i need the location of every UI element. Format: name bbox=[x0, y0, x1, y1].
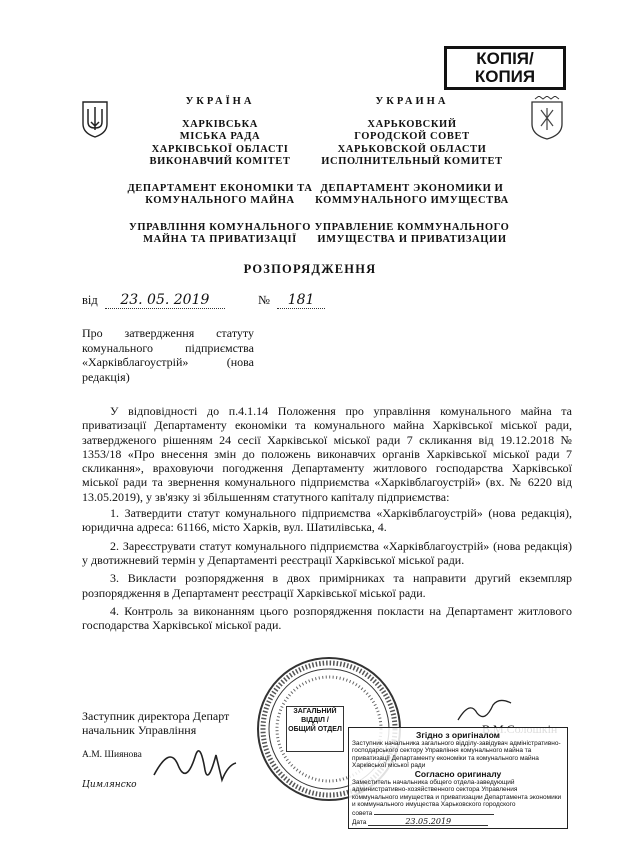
header-ukrainian: УКРАЇНА ХАРКІВСЬКА МІСЬКА РАДА ХАРКІВСЬКОЇ ОБЛАСТІ ВИКОНАВЧИЙ КОМІТЕТ ДЕПАРТАМЕНТ ЕКОНОМІКИ ТА КОМУНАЛЬНОГО МАЙНА УПРАВЛІННЯ КОМУНАЛЬНОГО МАЙНА ТА ПРИВАТИЗАЦІЇ bbox=[127, 96, 313, 245]
executor-name: А.М. Шиянова bbox=[82, 750, 142, 760]
copy-stamp: КОПІЯ/ КОПИЯ bbox=[444, 46, 566, 90]
handwritten-signature-2 bbox=[455, 695, 515, 725]
order-item-3: 3. Викласти розпорядження в двох примірниках та направити другий екземпляр розпорядження в Департамент реєстрації Харківської міської ради. bbox=[82, 571, 572, 600]
order-item-1: 1. Затвердити статут комунального підприємства «Харківблагоустрій» (нова редакція), юридична адреса: 61166, місто Харків, вул. Шатилівська, 4. bbox=[82, 506, 572, 535]
order-item-4: 4. Контроль за виконанням цього розпорядження покласти на Департамент житлового господарства Харківської міської ради. bbox=[82, 603, 572, 633]
date-label: від bbox=[82, 293, 98, 307]
certified-copy-notice: Згідно з оригіналом Заступник начальника загального відділу-завідувач адміністративно-господарського сектору Управління комунального майна та приватизації Департаменту економіки та комунального майна Харківської міської ради Согласно оригиналу Заместитель начальника общего отдела-заведующий административно-хозяйственного сектора Управления коммунального имущества и приватизации Департамента экономики и коммунального имущества Харьковского городского совета Дата 23.05.2019 bbox=[348, 727, 568, 829]
general-department-stamp: ЗАГАЛЬНИЙ ВІДДІЛ / ОБЩИЙ ОТДЕЛ bbox=[286, 706, 344, 752]
handwritten-signature bbox=[150, 735, 240, 795]
header-russian: УКРАИНА ХАРЬКОВСКИЙ ГОРОДСКОЙ СОВЕТ ХАРЬКОВСКОЙ ОБЛАСТИ ИСПОЛНИТЕЛЬНЫЙ КОМИТЕТ ДЕПАРТАМЕНТ ЭКОНОМИКИ И КОММУНАЛЬНОГО ИМУЩЕСТВА УПРАВЛЕНИЕ КОММУНАЛЬНОГО ИМУЩЕСТВА И ПРИВАТИЗАЦИИ bbox=[314, 96, 510, 245]
date-number-line bbox=[82, 292, 325, 309]
document-body bbox=[82, 404, 572, 632]
order-item-2: 2. Зареєструвати статут комунального підприємства «Харківблагоустрій» (нова редакція) у двотижневий термін у Департаменті реєстрації Харківської міської ради. bbox=[82, 538, 572, 567]
document-subject: Про затвердження статуту комунального підприємства «Харківблагоустрій» (нова редакція) bbox=[82, 326, 254, 384]
ukraine-trident-icon bbox=[80, 100, 110, 138]
date-value: 23. 05. 2019 bbox=[105, 292, 225, 309]
document-title: РОЗПОРЯДЖЕННЯ bbox=[243, 262, 377, 276]
executor-name-2: Цимлянско bbox=[82, 780, 137, 790]
number-value: 181 bbox=[277, 292, 325, 309]
signature-title: Заступник директора Департ начальник Управління bbox=[82, 709, 230, 737]
preamble-paragraph: У відповідності до п.4.1.14 Положення про управління комунального майна та приватизації Департаменту економіки та комунального майна Харківської міської ради, затвердженого рішенням 24 сесії Харківської міської ради 7 скликання від 19.12.2018 № 1353/18 «Про внесення змін до положень виконавчих органів Харківської міської ради 7 скликання», враховуючи погодження Департаменту житлового господарства Харківської міської ради та звернення комунального підприємства «Харківблагоустрій» (вх. № 6220 від 13.05.2019), у зв'язку зі збільшенням статутного капіталу підприємства: bbox=[82, 404, 572, 504]
kharkiv-coat-of-arms-icon bbox=[529, 96, 565, 140]
number-label: № bbox=[258, 293, 270, 307]
